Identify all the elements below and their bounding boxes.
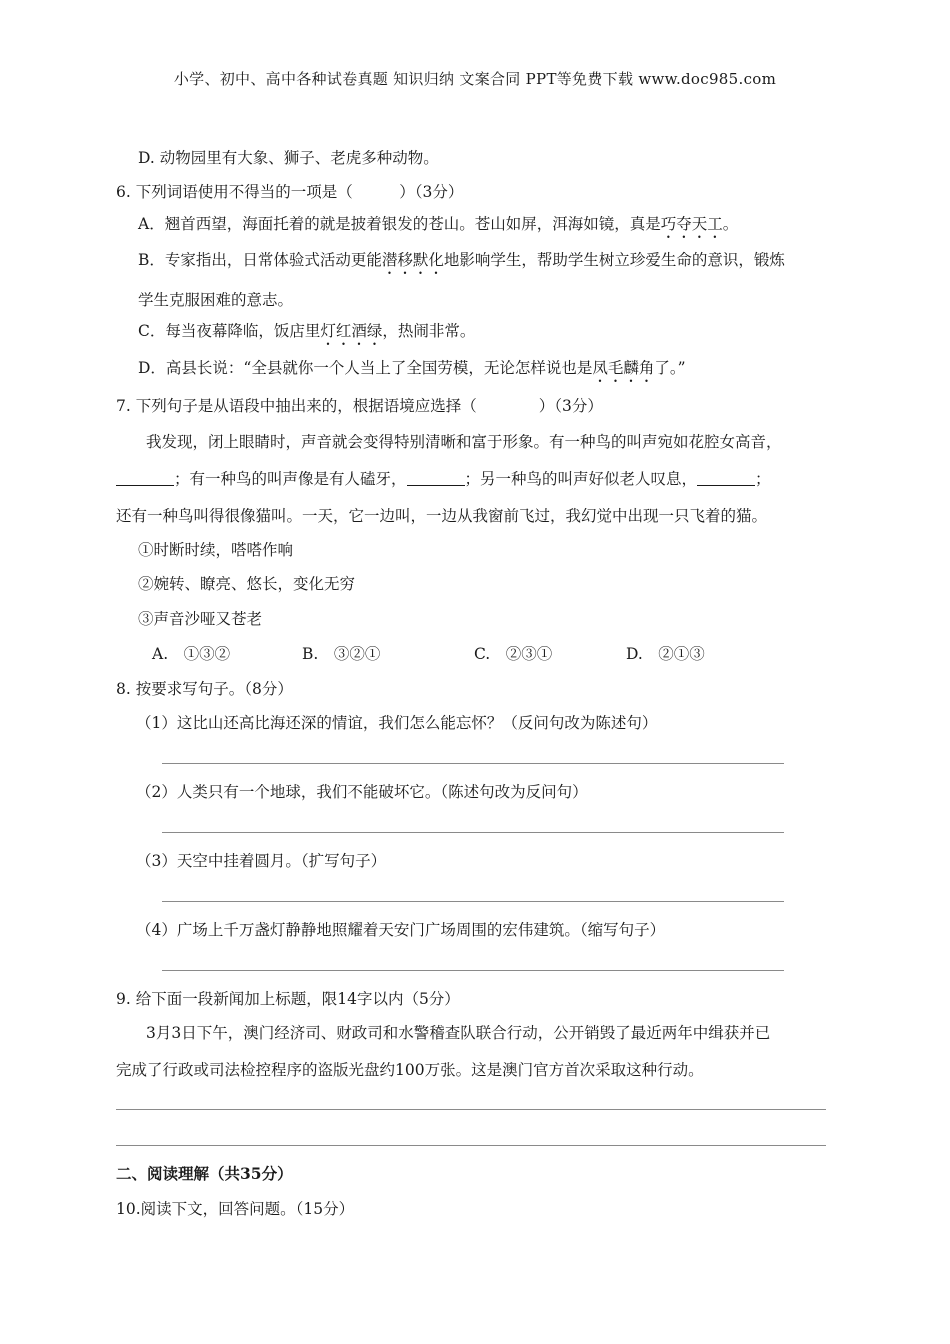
section-2-title: 二、阅读理解（共35分） [116, 1164, 293, 1183]
q7-choice-c: C. ②③① [474, 645, 553, 663]
q7-blank-1[interactable] [116, 471, 174, 486]
q6-option-a [138, 214, 738, 242]
q6-c-pre: C．每当夜幕降临，饭店里 [138, 322, 321, 340]
q6-stem: 6. 下列词语使用不得当的一项是（ ）（3分） [116, 183, 464, 201]
q9-answer-line-1[interactable] [116, 1109, 826, 1110]
page-header: 小学、初中、高中各种试卷真题 知识归纳 文案合同 PPT等免费下载 www.doc985.com [173, 70, 777, 88]
q7-passage-line1: 我发现，闭上眼睛时，声音就会变得特别清晰和富于形象。有一种鸟的叫声宛如花腔女高音， [146, 433, 782, 451]
q7-blank-2[interactable] [407, 471, 465, 486]
q7-choice-a: A. ①③② [152, 645, 231, 663]
q6-a-pre: A．翘首西望，海面托着的就是披着银发的苍山。苍山如屏，洱海如镜，真是 [138, 215, 661, 233]
q6-b-post: 地影响学生，帮助学生树立珍爱生命的意识，锻炼 [443, 251, 785, 269]
q9-passage-line2: 完成了行政或司法检控程序的盗版光盘约100万张。这是澳门官方首次采取这种行动。 [116, 1061, 704, 1079]
q6-d-pre: D．高县长说：“全县就你一个人当上了全国劳模，无论怎样说也是 [138, 359, 593, 377]
q6-option-c [138, 321, 475, 349]
q7-p2b: ；另一种鸟的叫声好似老人叹息， [464, 470, 698, 488]
q6-c-post: ，热闹非常。 [382, 322, 476, 340]
q7-p2a: ；有一种鸟的叫声像是有人磕牙， [174, 470, 407, 488]
q7-item-1: ①时断时续，嗒嗒作响 [138, 541, 294, 559]
q5-option-d: D. 动物园里有大象、狮子、老虎多种动物。 [138, 149, 439, 167]
q6-b-emph: 潜移默化 [381, 251, 444, 269]
q6-option-d [138, 358, 686, 386]
q8-sub-1: （1）这比山还高比海还深的情谊，我们怎么能忘怀？（反问句改为陈述句） [136, 714, 658, 732]
q9-stem: 9. 给下面一段新闻加上标题，限14字以内（5分） [116, 990, 460, 1008]
q6-c-emph: 灯红酒绿 [320, 322, 383, 340]
q9-passage-line1: 3月3日下午，澳门经济司、财政司和水警稽查队联合行动，公开销毁了最近两年中缉获并已 [146, 1024, 771, 1042]
q10-stem: 10.阅读下文，回答问题。（15分） [116, 1200, 355, 1218]
q7-item-3: ③声音沙哑又苍老 [138, 610, 263, 628]
q8-sub-3: （3）天空中挂着圆月。（扩写句子） [136, 852, 387, 870]
q6-b-pre: B．专家指出，日常体验式活动更能 [138, 251, 382, 269]
q7-blank-3[interactable] [697, 471, 755, 486]
q7-passage-line3: 还有一种鸟叫得很像猫叫。一天，它一边叫，一边从我窗前飞过，我幻觉中出现一只飞着的猫。 [116, 507, 768, 525]
q8-answer-line-3[interactable] [162, 901, 784, 902]
q6-d-post: 了。” [654, 359, 686, 377]
q8-sub-2: （2）人类只有一个地球，我们不能破坏它。（陈述句改为反问句） [136, 783, 588, 801]
q8-sub-4: （4）广场上千万盏灯静静地照耀着天安门广场周围的宏伟建筑。（缩写句子） [136, 921, 666, 939]
q8-answer-line-4[interactable] [162, 970, 784, 971]
q7-choice-d: D. ②①③ [626, 645, 705, 663]
q7-passage-line2 [116, 469, 771, 489]
q6-a-post: 。 [722, 215, 739, 233]
q8-answer-line-1[interactable] [162, 763, 784, 764]
q8-stem: 8. 按要求写句子。（8分） [116, 680, 293, 698]
q8-answer-line-2[interactable] [162, 832, 784, 833]
q6-d-emph: 凤毛麟角 [592, 359, 655, 377]
q7-item-2: ②婉转、瞭亮、悠长，变化无穷 [138, 575, 356, 593]
q7-p2c: ； [755, 470, 771, 488]
q7-stem: 7. 下列句子是从语段中抽出来的，根据语境应选择（ ）（3分） [116, 397, 603, 415]
q6-a-emph: 巧夺天工 [660, 215, 723, 233]
q6-option-b-line2: 学生克服困难的意志。 [138, 291, 294, 309]
q7-choice-b: B. ③②① [302, 645, 381, 663]
q9-answer-line-2[interactable] [116, 1145, 826, 1146]
q6-option-b-line1 [138, 250, 785, 278]
